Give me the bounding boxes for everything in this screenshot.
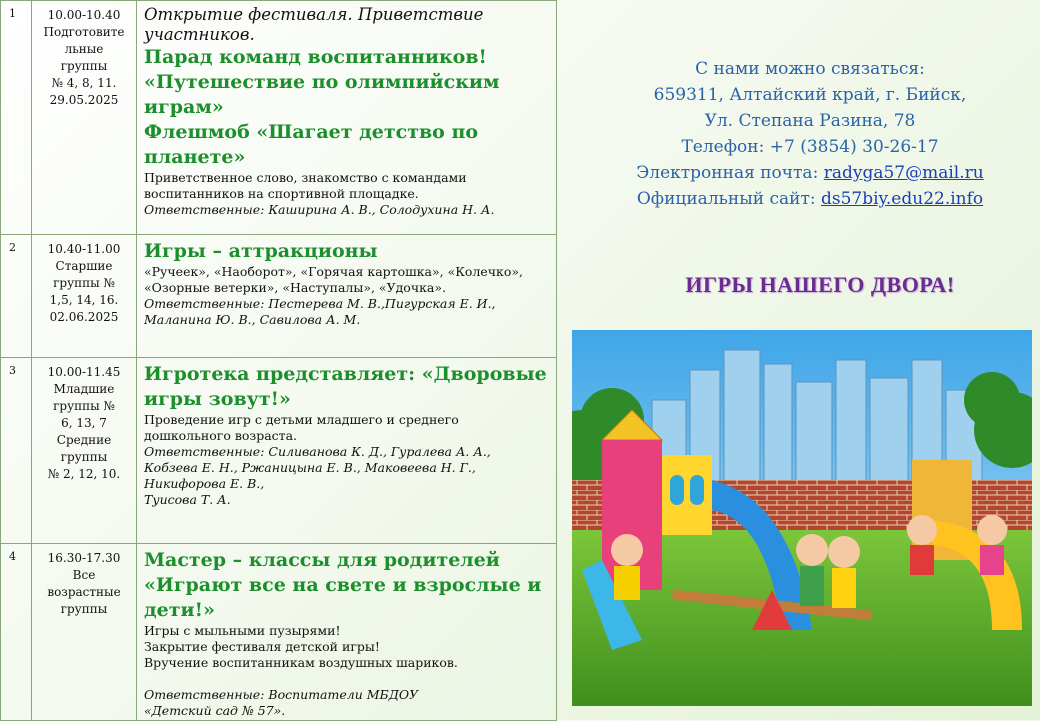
schedule-row <box>1 544 557 721</box>
time-line: Все <box>72 568 96 582</box>
time-cell <box>32 235 137 358</box>
time-line: группы № <box>53 399 115 413</box>
time-line: Подготовите <box>43 25 125 39</box>
event-text: Игры с мыльными пузырями! <box>144 623 341 638</box>
contact-block <box>575 56 1040 212</box>
event-heading: Игры – аттракционы <box>144 240 378 262</box>
contact-address: 659311, Алтайский край, г. Бийск, <box>653 85 967 105</box>
schedule-row <box>1 358 557 544</box>
time-line: 1,5, 14, 16. <box>49 293 119 307</box>
site-label: Официальный сайт: <box>636 189 821 209</box>
email-link[interactable]: radyga57@mail.ru <box>823 163 984 183</box>
event-text: Ответственные: Силиванова К. Д., Гуралева А. А., <box>144 444 491 459</box>
event-heading: планете» <box>144 146 246 168</box>
time-line: 29.05.2025 <box>49 93 119 107</box>
time-line: льные <box>64 42 104 56</box>
event-text: «Ручеек», «Наоборот», «Горячая картошка», «Колечко», <box>144 264 524 279</box>
event-text: Ответственные: Воспитатели МБДОУ <box>144 687 419 702</box>
event-heading: «Играют все на свете и взрослые и <box>144 574 542 596</box>
event-text: дошкольного возраста. <box>144 428 298 443</box>
row-number: 4 <box>1 544 32 721</box>
event-heading: Флешмоб «Шагает детство по <box>144 121 479 143</box>
site-link[interactable]: ds57biy.edu22.info <box>821 189 984 209</box>
spacer <box>144 671 550 687</box>
time-line: № 2, 12, 10. <box>47 467 121 481</box>
schedule-row <box>1 1 557 235</box>
schedule-body <box>1 1 557 721</box>
event-cell <box>137 358 557 544</box>
event-text: «Озорные ветерки», «Наступалы», «Удочка». <box>144 280 446 295</box>
event-text: Никифорова Е. В., <box>144 476 265 491</box>
time-line: группы <box>60 602 108 616</box>
event-heading: Парад команд воспитанников! <box>144 46 487 68</box>
time-line: группы <box>60 59 108 73</box>
time-line: группы № <box>53 276 115 290</box>
row-number: 2 <box>1 235 32 358</box>
event-text: Маланина Ю. В., Савилова А. М. <box>144 312 361 327</box>
time-cell <box>32 1 137 235</box>
time-line: 10.00-10.40 <box>47 8 121 22</box>
event-text: участников. <box>144 25 255 44</box>
contact-street: Ул. Степана Разина, 78 <box>704 111 916 131</box>
event-text: Туисова Т. А. <box>144 492 231 507</box>
event-text: Проведение игр с детьми младшего и среднего <box>144 412 459 427</box>
event-heading: игры зовут!» <box>144 388 291 410</box>
row-number: 1 <box>1 1 32 235</box>
row-number: 3 <box>1 358 32 544</box>
event-text: Вручение воспитанникам воздушных шариков. <box>144 655 458 670</box>
time-line: Средние <box>56 433 112 447</box>
event-heading: Мастер – классы для родителей <box>144 549 500 571</box>
time-line: 10.40-11.00 <box>47 242 121 256</box>
event-text: Закрытие фестиваля детской игры! <box>144 639 380 654</box>
playground-illustration <box>572 330 1032 706</box>
time-line: № 4, 8, 11. <box>51 76 117 90</box>
event-text: Открытие фестиваля. Приветствие <box>144 5 484 24</box>
event-heading: играм» <box>144 96 224 118</box>
contact-heading: С нами можно связаться: <box>695 59 925 79</box>
event-text: Кобзева Е. Н., Ржаницына Е. В., Маковеева Н. Г., <box>144 460 476 475</box>
event-text: воспитанников на спортивной площадке. <box>144 186 419 201</box>
contact-phone: Телефон: +7 (3854) 30-26-17 <box>681 137 939 157</box>
time-line: группы <box>60 450 108 464</box>
event-text: «Детский сад № 57». <box>144 703 286 718</box>
email-label: Электронная почта: <box>636 163 824 183</box>
event-text: Приветственное слово, знакомство с командами <box>144 170 467 185</box>
event-heading: дети!» <box>144 599 215 621</box>
event-text: Ответственные: Каширина А. В., Солодухина Н. А. <box>144 202 495 217</box>
event-heading: Игротека представляет: «Дворовые <box>144 363 547 385</box>
time-line: 6, 13, 7 <box>61 416 107 430</box>
event-cell <box>137 235 557 358</box>
time-line: 10.00-11.45 <box>47 365 121 379</box>
time-line: 02.06.2025 <box>49 310 119 324</box>
time-line: Старшие <box>55 259 113 273</box>
contact-email-row <box>575 160 1040 186</box>
time-line: возрастные <box>47 585 121 599</box>
time-line: Младшие <box>53 382 115 396</box>
event-cell <box>137 544 557 721</box>
contact-site-row <box>575 186 1040 212</box>
event-heading: «Путешествие по олимпийским <box>144 71 500 93</box>
time-cell <box>32 358 137 544</box>
time-cell <box>32 544 137 721</box>
schedule-row <box>1 235 557 358</box>
time-line: 16.30-17.30 <box>47 551 121 565</box>
event-cell <box>137 1 557 235</box>
poster-title: ИГРЫ НАШЕГО ДВОРА! <box>685 272 955 297</box>
event-text: Ответственные: Пестерева М. В.,Пигурская Е. И., <box>144 296 496 311</box>
